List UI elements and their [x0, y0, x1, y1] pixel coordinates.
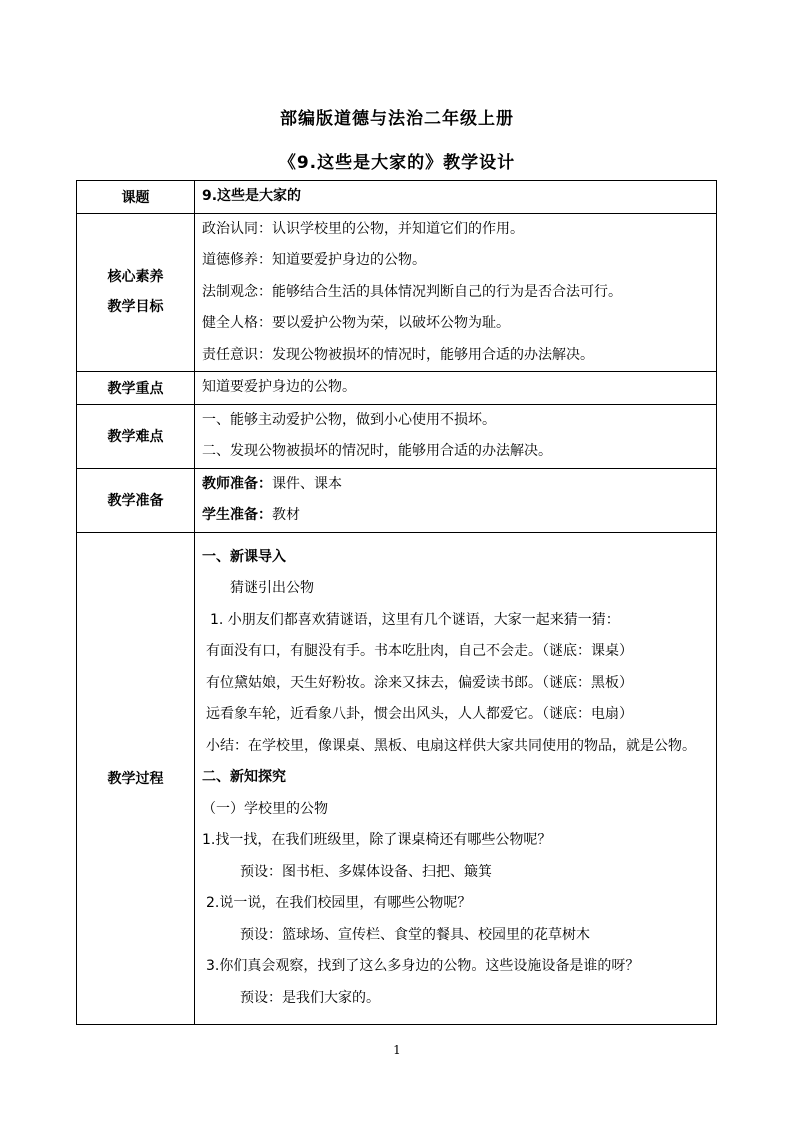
table-row-process — [77, 532, 717, 1024]
table-row-prep — [77, 468, 717, 532]
label-goals-line2: 教学目标 — [107, 299, 164, 316]
content-difficulty — [195, 404, 717, 468]
topic-value: 9.这些是大家的 — [202, 188, 302, 204]
riddle-3: 远看象车轮，近看象八卦，惯会出风头，人人都爱它。（谜底：电扇） — [206, 706, 633, 723]
table-row-goals — [77, 213, 717, 372]
label-prep: 教学准备 — [77, 468, 195, 532]
label-process: 教学过程 — [77, 532, 195, 1024]
content-prep — [195, 468, 717, 532]
riddle-question: 1. 小朋友们都喜欢猜谜语，这里有几个谜语，大家一起来猜一猜： — [210, 611, 620, 628]
difficulty-1: 一、能够主动爱护公物，做到小心使用不损坏。 — [202, 411, 496, 428]
teacher-prep-value: 课件、课本 — [272, 475, 342, 492]
goal-political: 政治认同：认识学校里的公物，并知道它们的作用。 — [202, 220, 524, 237]
question-1: 1.找一找，在我们班级里，除了课桌椅还有哪些公物呢？ — [202, 832, 552, 849]
question-2: 2.说一说，在我们校园里，有哪些公物呢？ — [206, 895, 472, 912]
label-key: 教学重点 — [77, 372, 195, 405]
label-topic: 课题 — [77, 181, 195, 214]
content-topic — [195, 181, 717, 214]
document-subtitle: 《9.这些是大家的》教学设计 — [278, 153, 516, 173]
page-number: 1 — [393, 1043, 401, 1057]
goal-law: 法制观念：能够结合生活的具体情况判断自己的行为是否合法可行。 — [202, 283, 622, 300]
content-process — [195, 532, 717, 1024]
riddle-1: 有面没有口，有腿没有手。书本吃肚肉，自己不会走。（谜底：课桌） — [206, 643, 633, 660]
goal-responsibility: 责任意识：发现公物被损坏的情况时，能够用合适的办法解决。 — [202, 346, 594, 363]
question-3: 3.你们真会观察，找到了这么多身边的公物。这些设施设备是谁的呀？ — [206, 958, 640, 975]
table-row-topic — [77, 181, 717, 214]
content-goals — [195, 213, 717, 372]
student-prep-value: 教材 — [272, 507, 300, 523]
goal-personality: 健全人格：要以爱护公物为荣，以破坏公物为耻。 — [202, 315, 510, 331]
answer-1: 预设：图书柜、多媒体设备、扫把、簸箕 — [240, 863, 492, 880]
teacher-prep-label: 教师准备： — [202, 475, 272, 492]
label-difficulty: 教学难点 — [77, 404, 195, 468]
answer-2: 预设：篮球场、宣传栏、食堂的餐具、校园里的花草树木 — [240, 926, 590, 943]
student-prep-label: 学生准备： — [202, 507, 272, 523]
difficulty-2: 二、发现公物被损坏的情况时，能够用合适的办法解决。 — [202, 443, 552, 459]
guess-intro: 猜谜引出公物 — [230, 580, 314, 597]
student-prep — [202, 500, 708, 532]
content-key — [195, 372, 717, 405]
key-point: 知道要爱护身边的公物。 — [202, 379, 356, 395]
teacher-prep — [202, 469, 708, 501]
riddle-2: 有位黛姑娘，天生好粉妆。涂来又抹去，偏爱读书郎。（谜底：黑板） — [206, 674, 633, 691]
answer-3: 预设：是我们大家的。 — [240, 989, 380, 1006]
label-goals — [77, 213, 195, 372]
subsection-1: （一）学校里的公物 — [202, 800, 328, 817]
document-title: 部编版道德与法治二年级上册 — [280, 109, 514, 129]
table-row-key — [77, 372, 717, 405]
goal-moral: 道德修养：知道要爱护身边的公物。 — [202, 252, 426, 268]
riddle-summary: 小结：在学校里，像课桌、黑板、电扇这样供大家共同使用的物品，就是公物。 — [206, 737, 696, 754]
section-1-heading: 一、新课导入 — [202, 548, 286, 565]
lesson-plan-table — [76, 180, 717, 1025]
label-goals-line1: 核心素养 — [107, 269, 164, 286]
table-row-difficulty — [77, 404, 717, 468]
section-2-heading: 二、新知探究 — [202, 769, 286, 786]
